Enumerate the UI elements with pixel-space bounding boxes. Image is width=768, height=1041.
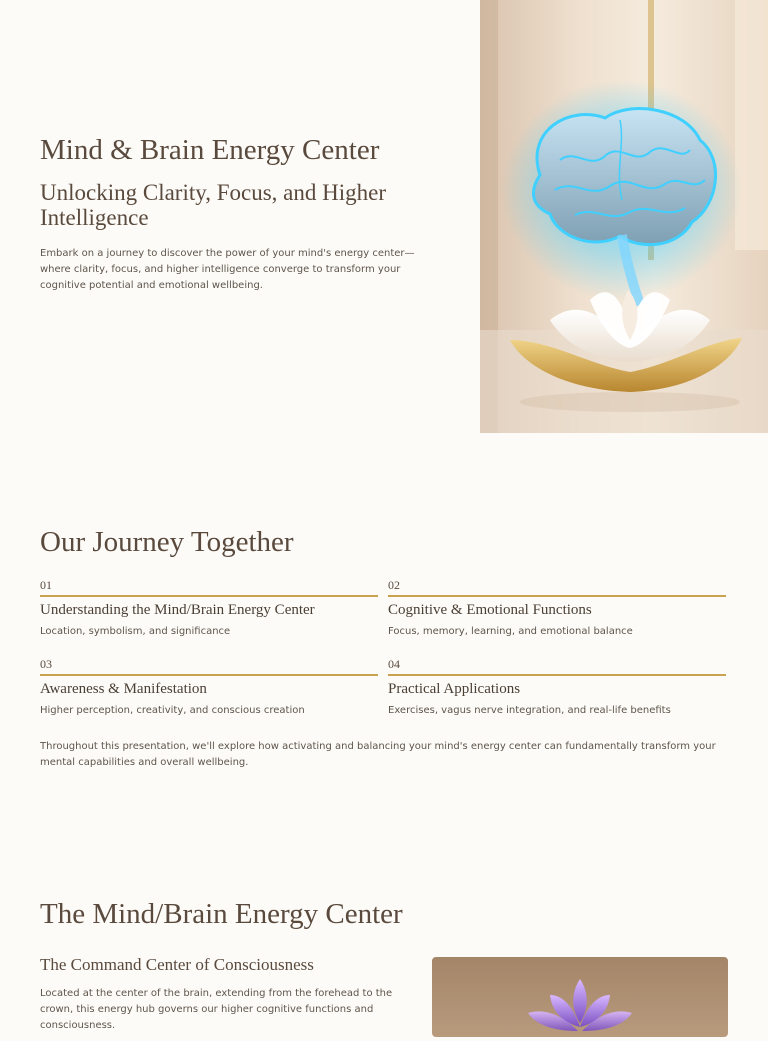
- glowing-brain-icon: [480, 0, 768, 433]
- hero-subtitle: Unlocking Clarity, Focus, and Higher Intelligence: [40, 180, 387, 230]
- journey-step: [388, 657, 726, 718]
- step-description: Location, symbolism, and significance: [40, 626, 231, 637]
- step-number: 03: [40, 657, 378, 676]
- step-title: Cognitive & Emotional Functions: [388, 602, 592, 618]
- step-title: Awareness & Manifestation: [40, 681, 207, 697]
- journey-step: [40, 657, 378, 718]
- step-description: Higher perception, creativity, and conscious creation: [40, 705, 305, 716]
- journey-note: Throughout this presentation, we'll explore how activating and balancing your mind's energy center can fundamentally transform your mental capabilities and overall wellbeing.: [40, 741, 716, 768]
- step-number: 01: [40, 578, 378, 597]
- step-number: 02: [388, 578, 726, 597]
- section-subtitle: The Command Center of Consciousness: [40, 955, 314, 974]
- hero-description: Embark on a journey to discover the power of your mind's energy center—where clarity, focus, and higher intelligence converge to transform your cognitive potential and emotional wellbeing.: [40, 248, 415, 291]
- journey-title: Our Journey Together: [40, 526, 294, 558]
- section-title: The Mind/Brain Energy Center: [40, 898, 403, 930]
- lotus-image: [432, 957, 728, 1037]
- step-number: 04: [388, 657, 726, 676]
- journey-step: [388, 578, 726, 639]
- page-title: Mind & Brain Energy Center: [40, 134, 380, 166]
- journey-step: [40, 578, 378, 639]
- step-title: Practical Applications: [388, 681, 521, 697]
- purple-lotus-icon: [432, 957, 728, 1037]
- section-description: Located at the center of the brain, extending from the forehead to the crown, this energy hub governs our higher cognitive functions and consciousness.: [40, 988, 393, 1031]
- hero-text: [40, 132, 440, 294]
- hero-image: [480, 0, 768, 433]
- step-description: Focus, memory, learning, and emotional balance: [388, 626, 633, 637]
- step-description: Exercises, vagus nerve integration, and real-life benefits: [388, 705, 671, 716]
- step-title: Understanding the Mind/Brain Energy Center: [40, 602, 315, 618]
